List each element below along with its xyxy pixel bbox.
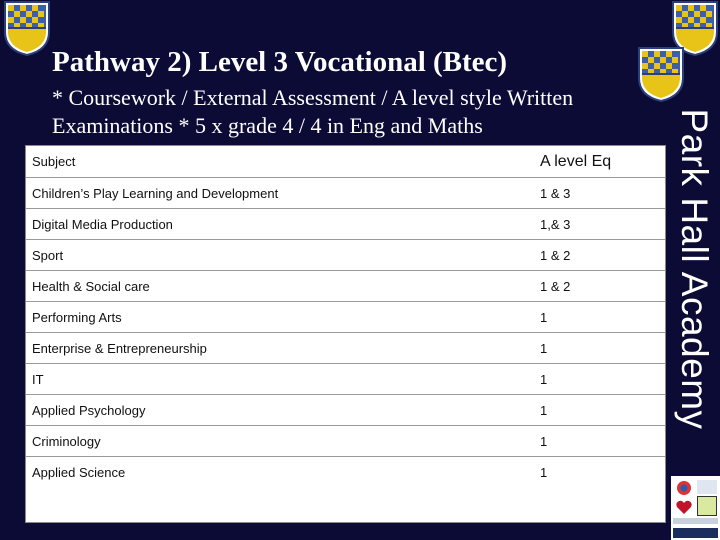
equivalent-cell: 1: [540, 464, 548, 480]
subject-cell: Sport: [26, 240, 534, 271]
equivalent-cell: 1 & 3: [534, 178, 665, 209]
academy-name-text: Park Hall Academy: [674, 108, 715, 430]
header-subject: Subject: [26, 146, 534, 178]
table-row: [26, 457, 665, 488]
subject-cell: Children’s Play Learning and Development: [26, 178, 534, 209]
partner-logo-icon: [673, 518, 718, 524]
equivalent-cell: 1: [534, 333, 665, 364]
subtitle-line-1: * Coursework / External Assessment / A level style Written: [52, 85, 574, 110]
subject-cell: Applied Psychology: [26, 395, 534, 426]
subjects-table: [25, 145, 666, 523]
header-equivalent: A level Eq: [534, 146, 665, 178]
equivalent-cell: 1: [534, 395, 665, 426]
slide-title: Pathway 2) Level 3 Vocational (Btec): [52, 46, 508, 78]
table-row: [26, 209, 665, 240]
subject-cell: IT: [26, 364, 534, 395]
slide-subtitle: [52, 84, 652, 140]
equivalent-cell: 1,& 3: [534, 209, 665, 240]
equivalent-cell: 1 & 2: [534, 271, 665, 302]
equivalent-cell: 1: [534, 302, 665, 333]
table-row: [26, 395, 665, 426]
equivalent-cell: 1 & 2: [534, 240, 665, 271]
heart-logo-icon: [675, 498, 693, 516]
subject-cell: Health & Social care: [26, 271, 534, 302]
table-row: [26, 271, 665, 302]
equivalent-cell: 1: [534, 364, 665, 395]
subject-cell: Performing Arts: [26, 302, 534, 333]
table-row: [26, 333, 665, 364]
table-row: [26, 364, 665, 395]
subject-cell: Digital Media Production: [26, 209, 534, 240]
table-row: [26, 426, 665, 457]
table-header-row: [26, 146, 665, 178]
partner-logo-icon: [697, 496, 717, 516]
table-row: [26, 302, 665, 333]
partner-logo-icon: [675, 480, 693, 496]
table-row: [26, 178, 665, 209]
subject-cell: Enterprise & Entrepreneurship: [26, 333, 534, 364]
table-row: [26, 240, 665, 271]
partner-logo-icon: [697, 480, 717, 494]
subtitle-line-2: Examinations * 5 x grade 4 / 4 in Eng and Maths: [52, 113, 483, 138]
equivalent-cell: 1: [534, 426, 665, 457]
academy-name-vertical: [668, 64, 720, 474]
subject-cell: Applied Science: [32, 464, 126, 480]
partner-logo-icon: [673, 528, 718, 538]
partner-logos: [671, 476, 720, 540]
school-crest-icon: [2, 0, 52, 56]
subject-cell: Criminology: [26, 426, 534, 457]
